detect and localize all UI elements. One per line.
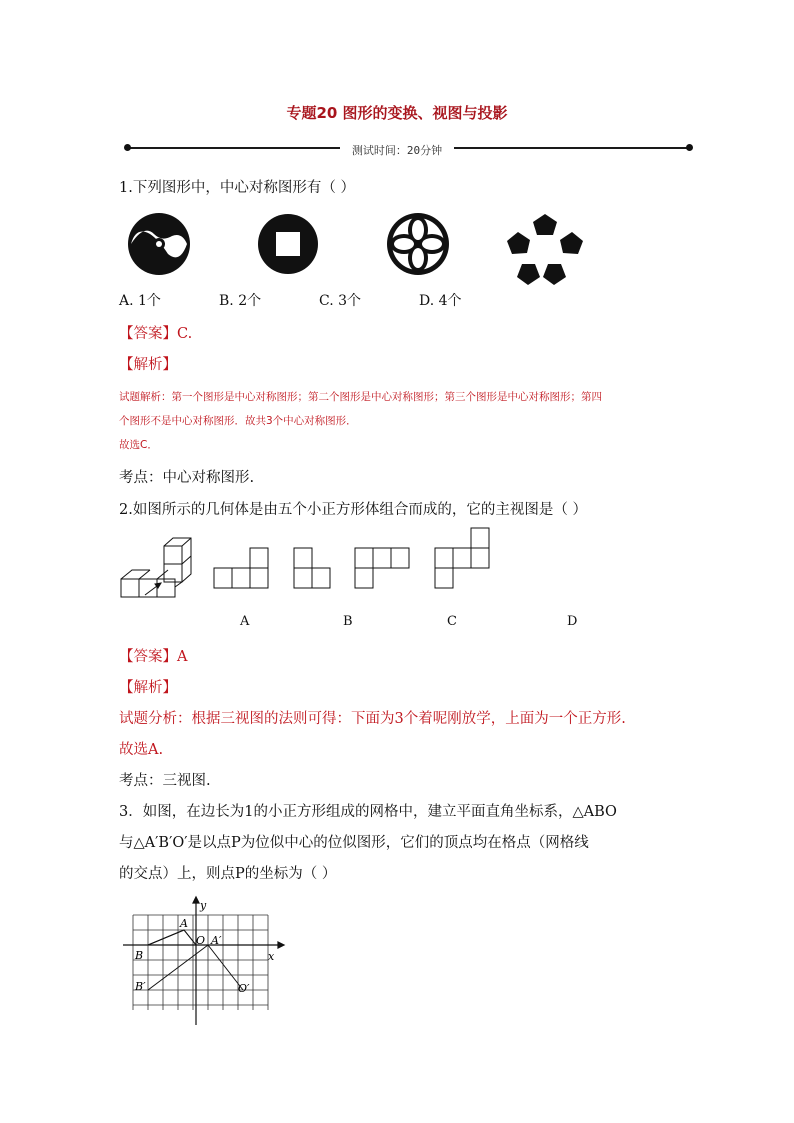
q3-label-y: y [200,899,207,912]
q1-figure-3 [387,213,449,275]
page-title: 专题20 图形的变换、视图与投影 [286,104,508,122]
q1-answer-value: C. [177,326,193,342]
q3-label-x: x [268,950,275,963]
q3-question-line-1: 3．如图，在边长为1的小正方形组成的网格中，建立平面直角坐标系，△ABO [119,804,617,820]
q1-option-a: A. 1个 [119,293,161,309]
q2-kaodian: 考点：三视图. [119,773,211,789]
q1-question: 1.下列图形中，中心对称图形有（ ） [119,180,355,196]
q3-label-b: B [135,949,144,962]
q2-view-b [294,548,330,588]
q3-label-a: A [180,917,188,930]
q3-grid [133,915,268,1010]
q2-letter-c: C [447,614,457,629]
q2-answer-value: A [177,649,188,665]
q2-view-a [214,548,268,588]
q2-letter-b: B [343,614,353,629]
q2-analysis-line-2: 故选A. [119,742,164,758]
q1-answer-label: 【答案】 [119,326,177,342]
q1-figure-4 [507,214,583,285]
q1-analysis-line-2: 个图形不是中心对称图形．故共3个中心对称图形． [119,415,357,427]
q3-label-a-prime: A′ [211,934,222,947]
q3-grid-figure [118,895,288,1030]
q1-kaodian: 考点：中心对称图形. [119,470,255,486]
q2-answer [119,645,187,666]
q2-view-d [435,528,489,588]
q2-figures [115,527,505,607]
q1-option-b: B. 2个 [219,293,262,309]
q1-option-d: D. 4个 [419,293,462,309]
q3-label-o-prime: O′ [238,982,250,995]
test-time [0,139,794,158]
q2-answer-label: 【答案】 [119,649,177,665]
q2-solid [121,538,191,597]
q1-analysis-line-1: 试题解析：第一个图形是中心对称图形；第二个图形是中心对称图形；第三个图形是中心对称图形；第四 [119,391,602,403]
q2-analysis-label: 【解析】 [119,680,177,696]
q2-view-c [355,548,409,588]
q2-letter-a: A [240,614,250,629]
q3-question-line-3: 的交点）上，则点P的坐标为（ ） [119,866,337,882]
q3-label-b-prime: B′ [135,980,146,993]
q2-analysis-line-1: 试题分析：根据三视图的法则可得：下面为3个着呢刚放学，上面为一个正方形. [119,711,626,727]
test-time-text: 测试时间：20分钟 [340,144,454,157]
q1-figure-2 [258,214,318,274]
q1-figures [110,208,630,288]
q1-analysis-label: 【解析】 [119,357,177,373]
q3-axes [123,897,284,1025]
q3-question-line-2: 与△A′B′O′是以点P为位似中心的位似图形，它们的顶点均在格点（网格线 [119,835,589,851]
q2-question: 2.如图所示的几何体是由五个小正方形体组合而成的，它的主视图是（ ） [119,502,587,518]
q1-figure-1 [128,213,190,275]
q3-label-o: O [196,934,206,947]
q2-letter-d: D [567,614,578,629]
q1-analysis-line-3: 故选C． [119,439,158,451]
q1-answer [119,322,192,343]
q1-option-c: C. 3个 [319,293,362,309]
